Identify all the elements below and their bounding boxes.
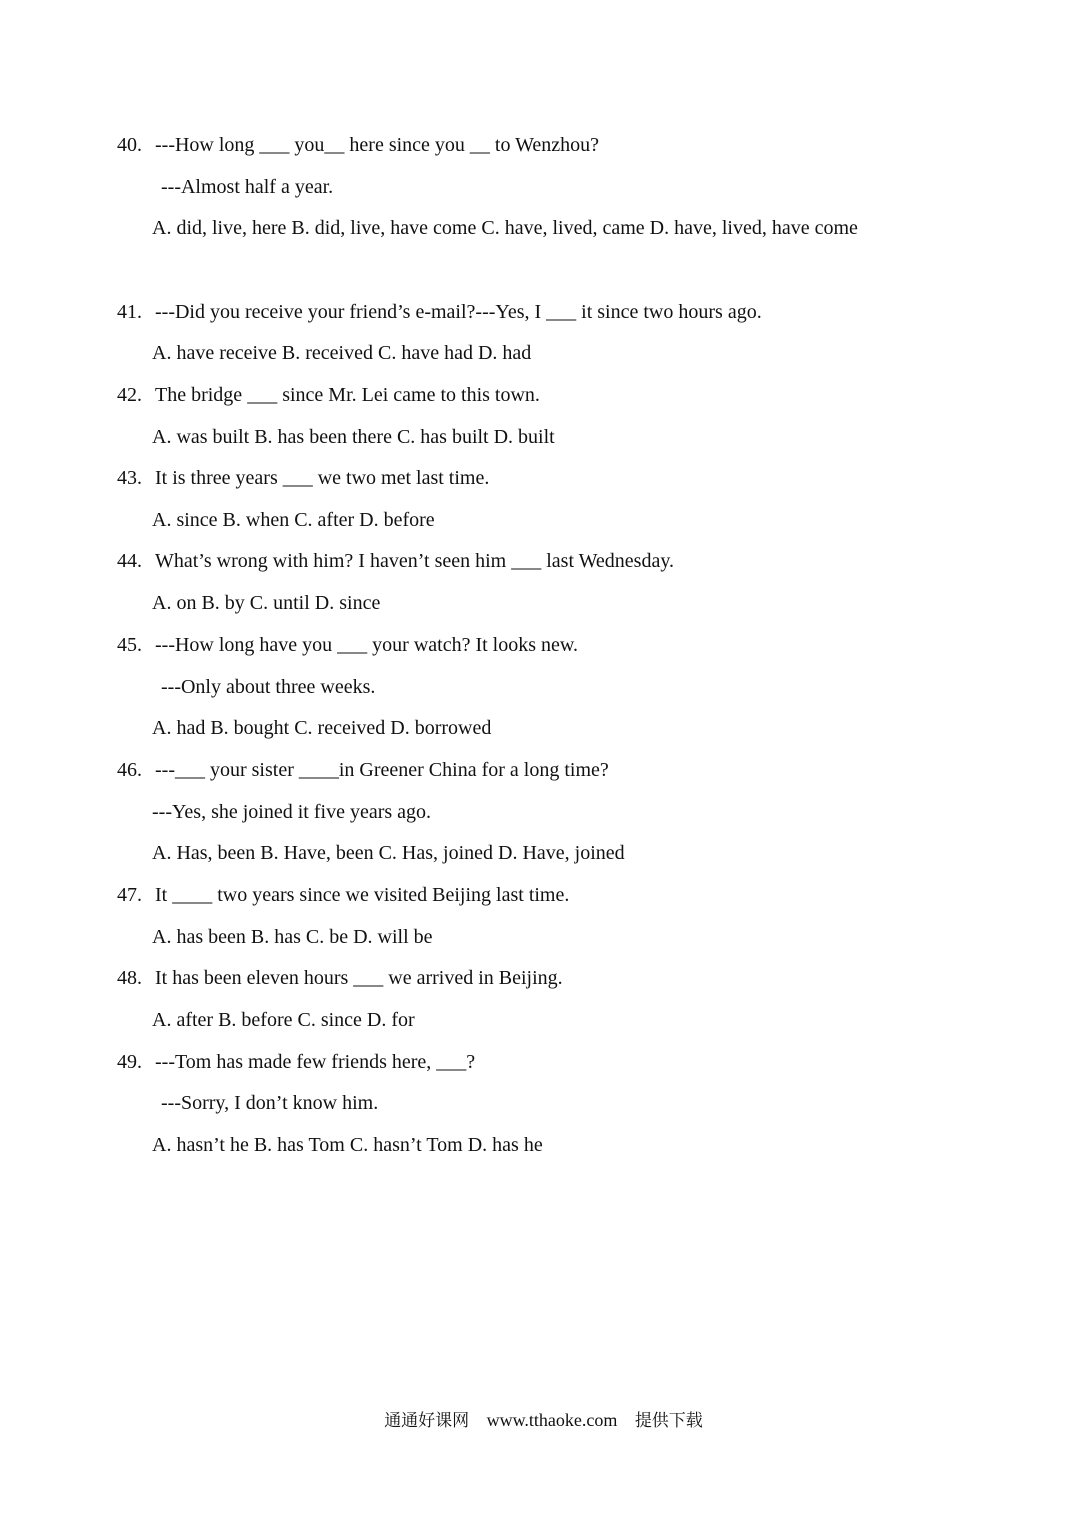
question-40-stem [117, 133, 599, 157]
question-45-reply: ---Only about three weeks. [161, 676, 376, 698]
question-number: 46. [117, 759, 142, 781]
question-text: ---How long ___ you__ here since you __ to Wenzhou? [155, 134, 600, 156]
question-43-stem [117, 466, 489, 490]
question-text: ---How long have you ___ your watch? It looks new. [155, 634, 579, 656]
question-text: The bridge ___ since Mr. Lei came to this town. [155, 384, 540, 406]
question-text: What’s wrong with him? I haven’t seen him ___ last Wednesday. [155, 550, 675, 572]
question-49-reply: ---Sorry, I don’t know him. [161, 1092, 379, 1114]
footer-site-name: 通通好课网 [384, 1411, 470, 1431]
question-text: It is three years ___ we two met last time. [155, 467, 490, 489]
footer-note: 提供下载 [634, 1411, 703, 1431]
question-text: ---Tom has made few friends here, ___? [155, 1051, 476, 1073]
question-41-stem [117, 300, 762, 324]
question-text: It ____ two years since we visited Beijing last time. [155, 884, 570, 906]
question-number: 42. [117, 384, 142, 406]
question-number: 43. [117, 467, 142, 489]
question-47-options: A. has been B. has C. be D. will be [152, 926, 433, 948]
question-47-stem [117, 883, 569, 907]
question-number: 41. [117, 301, 142, 323]
footer-url-link[interactable]: www.tthaoke.com [486, 1410, 618, 1430]
question-48-stem [117, 966, 563, 990]
question-46-stem [117, 758, 609, 782]
question-number: 48. [117, 967, 142, 989]
question-46-options: A. Has, been B. Have, been C. Has, joined D. Have, joined [152, 842, 625, 864]
question-number: 44. [117, 550, 142, 572]
question-44-options: A. on B. by C. until D. since [152, 592, 381, 614]
question-48-options: A. after B. before C. since D. for [152, 1009, 415, 1031]
question-number: 40. [117, 134, 142, 156]
question-46-reply: ---Yes, she joined it five years ago. [152, 801, 432, 823]
question-45-stem [117, 633, 578, 657]
page-footer [0, 1409, 1087, 1432]
question-42-stem [117, 383, 540, 407]
question-text: ---___ your sister ____in Greener China for a long time? [155, 759, 609, 781]
question-41-options: A. have receive B. received C. have had D. had [152, 342, 532, 364]
question-number: 49. [117, 1051, 142, 1073]
question-40-reply: ---Almost half a year. [161, 176, 334, 198]
question-40-options: A. did, live, here B. did, live, have come C. have, lived, came D. have, lived, have come [152, 217, 858, 239]
question-45-options: A. had B. bought C. received D. borrowed [152, 717, 492, 739]
question-text: ---Did you receive your friend’s e-mail?---Yes, I ___ it since two hours ago. [155, 301, 762, 323]
question-49-stem [117, 1050, 475, 1074]
question-44-stem [117, 549, 674, 573]
question-43-options: A. since B. when C. after D. before [152, 509, 435, 531]
question-49-options: A. hasn’t he B. has Tom C. hasn’t Tom D. has he [152, 1134, 543, 1156]
question-text: It has been eleven hours ___ we arrived in Beijing. [155, 967, 563, 989]
question-number: 47. [117, 884, 142, 906]
question-number: 45. [117, 634, 142, 656]
question-42-options: A. was built B. has been there C. has built D. built [152, 426, 555, 448]
